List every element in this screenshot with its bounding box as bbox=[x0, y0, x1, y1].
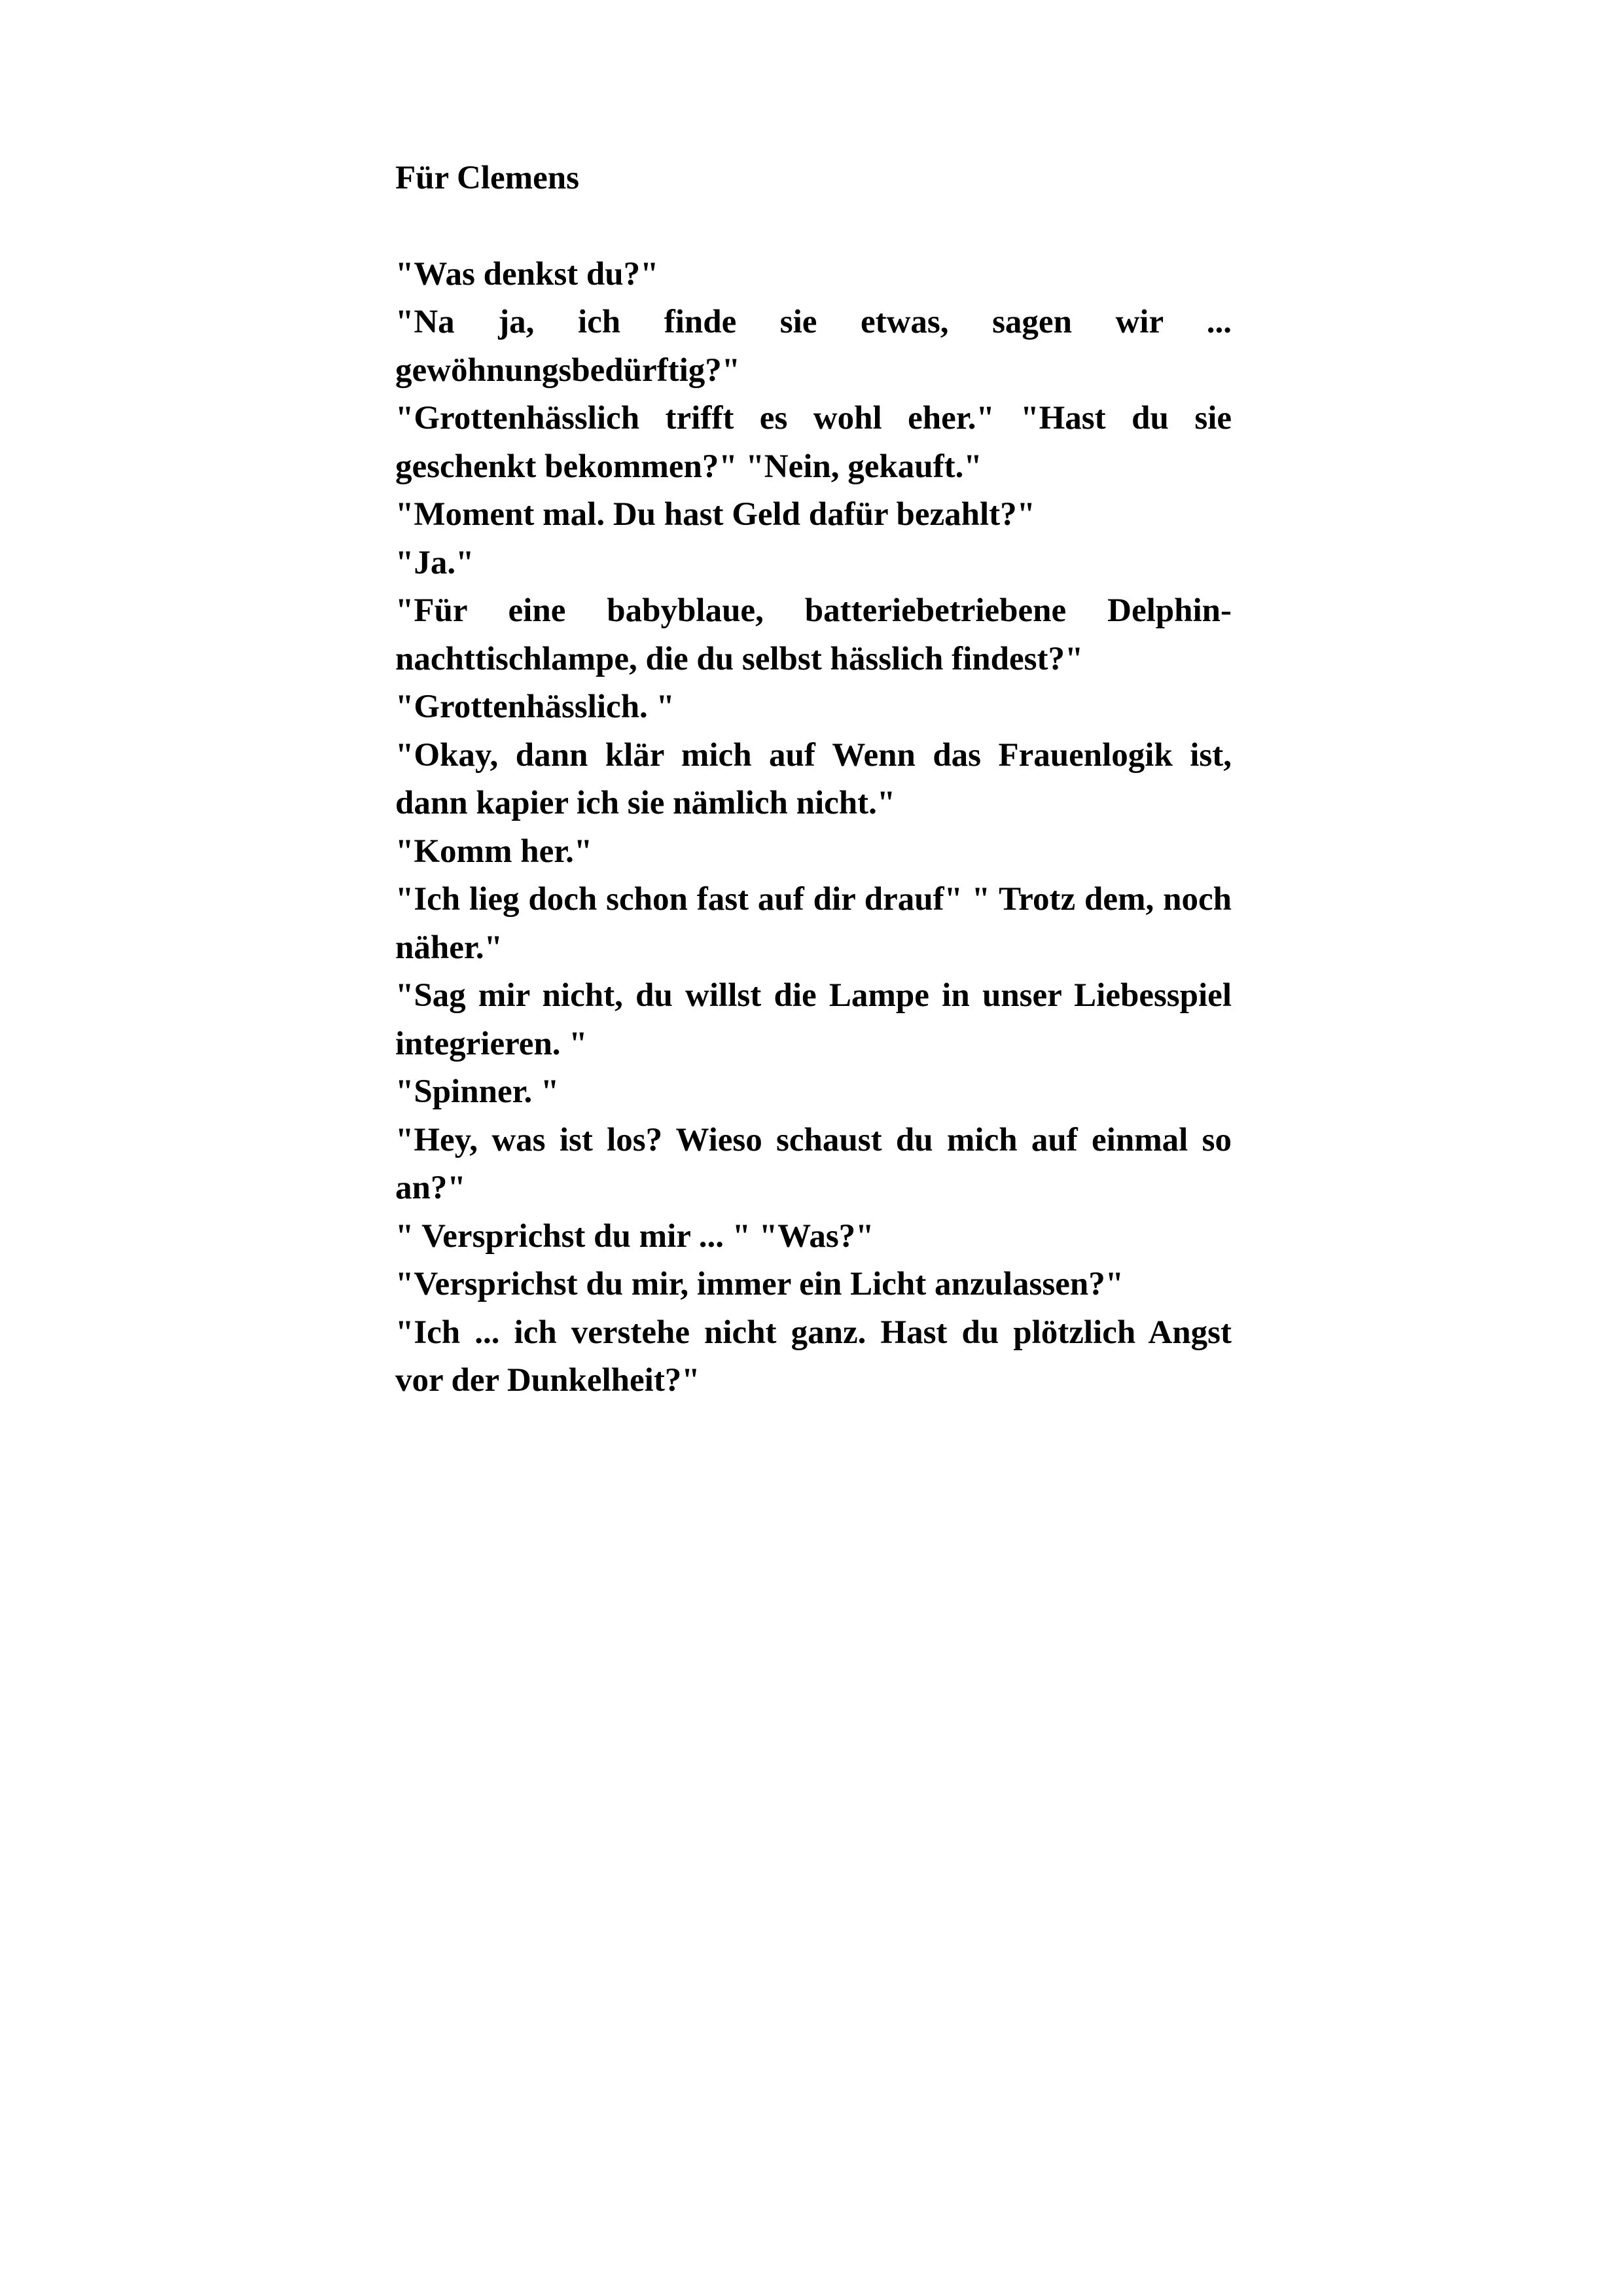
dialogue-line: " Versprichst du mir ... " "Was?" bbox=[395, 1217, 874, 1255]
dialogue-line: "Ich ... ich verstehe nicht ganz. Hast du plötzlich Angst vor der Dunkelheit?" bbox=[395, 1314, 1232, 1399]
dialogue-line: "Komm her." bbox=[395, 833, 593, 870]
dialogue-line: "Grottenhässlich. " bbox=[395, 689, 675, 725]
dialogue-line: "Was denkst du?" bbox=[395, 255, 659, 293]
dialogue-line: "Ja." bbox=[395, 544, 474, 581]
dialogue-line: "Ich lieg doch schon fast auf dir drauf" " Trotz dem, noch näher." bbox=[395, 881, 1232, 966]
dialogue-line: "Na ja, ich finde sie etwas, sagen wir ... gewöhnungsbedürftig?" bbox=[395, 304, 1232, 389]
dialogue-line: "Spinner. " bbox=[395, 1073, 560, 1110]
dialogue-line: "Sag mir nicht, du willst die Lampe in unser Liebesspiel integrieren. " bbox=[395, 977, 1232, 1062]
document-title: Für Clemens bbox=[395, 160, 579, 196]
dialogue-line: "Versprichst du mir, immer ein Licht anzulassen?" bbox=[395, 1266, 1124, 1302]
dialogue-line: "Okay, dann klär mich auf Wenn das Frauenlogik ist, dann kapier ich sie nämlich nicht." bbox=[395, 736, 1232, 821]
dialogue-line: "Hey, was ist los? Wieso schaust du mich auf einmal so an?" bbox=[395, 1121, 1232, 1206]
dialogue-line: "Für eine babyblaue, batteriebetriebene Delphin-nachttischlampe, die du selbst hässlich findest?" bbox=[395, 592, 1232, 677]
dialogue-line: "Moment mal. Du hast Geld dafür bezahlt?" bbox=[395, 496, 1035, 533]
dialogue-line: "Grottenhässlich trifft es wohl eher." "Hast du sie geschenkt bekommen?" "Nein, gekauft." bbox=[395, 400, 1232, 485]
story-text bbox=[395, 154, 1232, 1405]
